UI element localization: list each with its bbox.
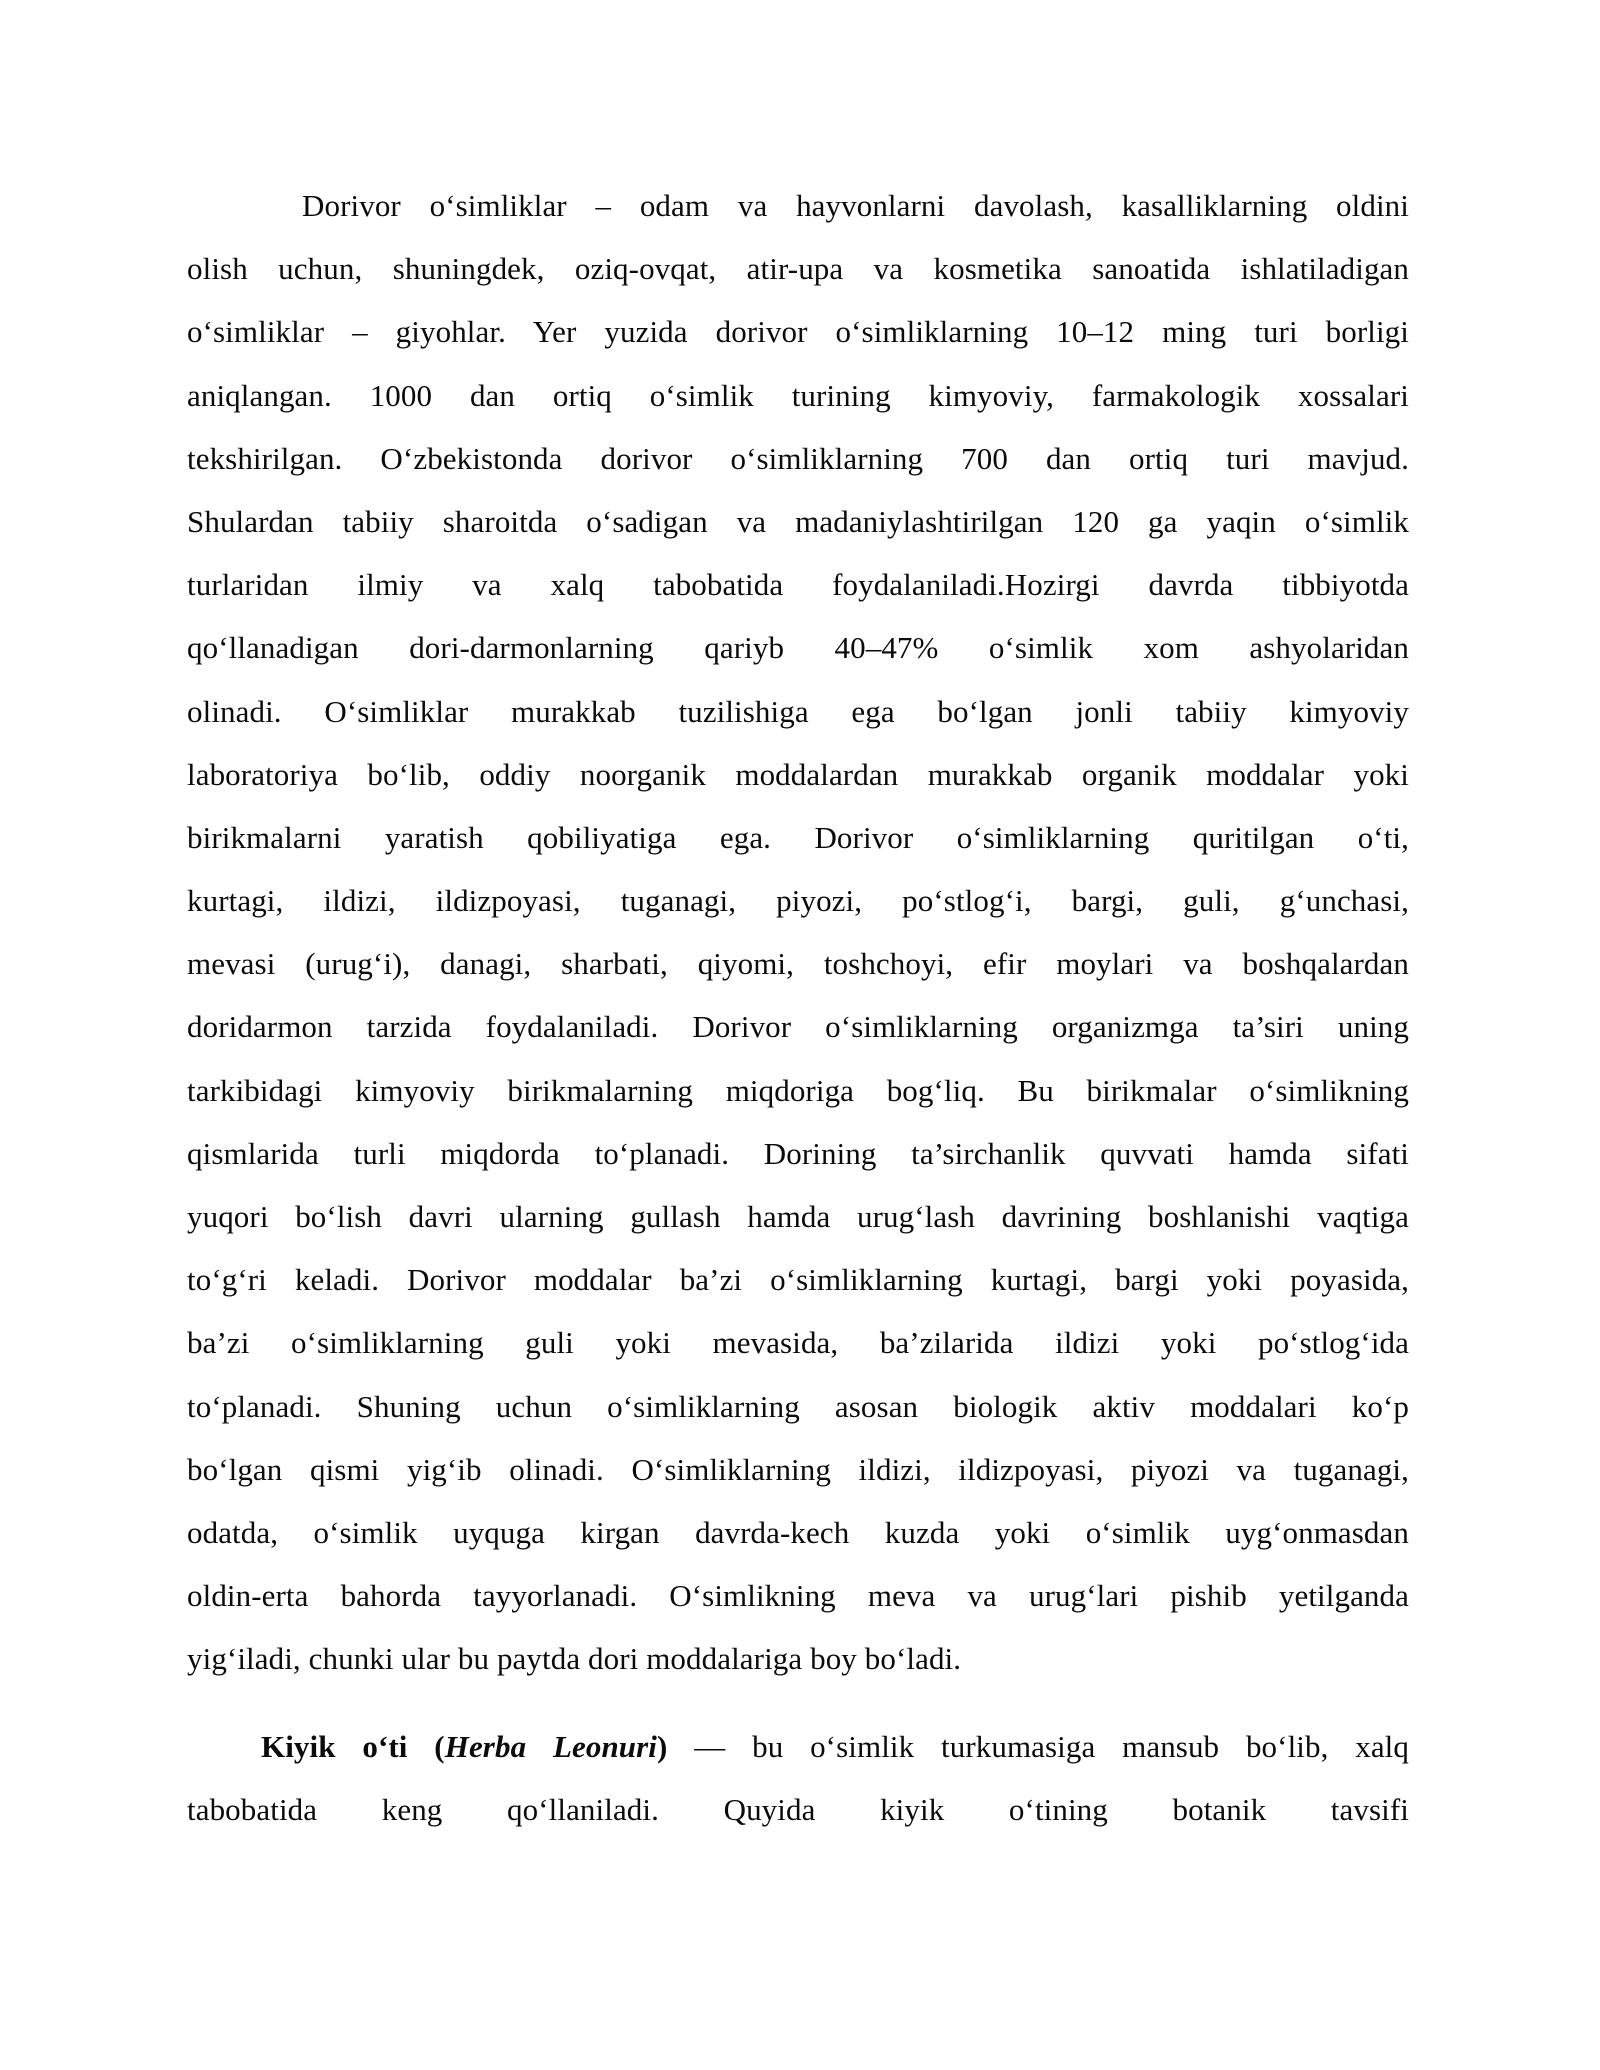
text-line: ba’zi o‘simliklarning guli yoki mevasida, ba’zilarida ildizi yoki po‘stlog‘ida [187,1325,1409,1361]
text-line: olinadi. O‘simliklar murakkab tuzilishiga ega bo‘lgan jonli tabiiy kimyoviy [187,693,1409,729]
text-line: tabobatida keng qo‘llaniladi. Quyida kiyik o‘tining botanik tavsifi [187,1791,1409,1827]
text-line: yig‘iladi, chunki ular bu paytda dori moddalariga boy bo‘ladi. [187,1641,962,1677]
text-line: Dorivor o‘simliklar – odam va hayvonlarni davolash, kasalliklarning oldini [302,188,1409,223]
latin-name-italic: Herba Leonuri [444,1728,658,1764]
text-line: turlaridan ilmiy va xalq tabobatida foydalaniladi.Hozirgi davrda tibbiyotda [187,567,1409,603]
text-line: bo‘lgan qismi yig‘ib olinadi. O‘simliklarning ildizi, ildizpoyasi, piyozi va tuganagi, [187,1451,1409,1487]
text-line [187,1715,1409,1778]
text-line: kurtagi, ildizi, ildizpoyasi, tuganagi, piyozi, po‘stlog‘i, bargi, guli, g‘unchasi, [187,883,1409,919]
species-name-bold: Kiyik o‘ti [261,1728,435,1764]
paren-open: ( [434,1728,445,1764]
text-line: qo‘llanadigan dori-darmonlarning qariyb 40–47% o‘simlik xom ashyolaridan [187,630,1409,666]
text-line: olish uchun, shuningdek, oziq-ovqat, atir-upa va kosmetika sanoatida ishlatiladigan [187,251,1409,287]
text-line: to‘g‘ri keladi. Dorivor moddalar ba’zi o‘simliklarning kurtagi, bargi yoki poyasida, [187,1262,1409,1298]
text-line: birikmalarni yaratish qobiliyatiga ega. Dorivor o‘simliklarning quritilgan o‘ti, [187,819,1409,855]
text-line: aniqlangan. 1000 dan ortiq o‘simlik turining kimyoviy, farmakologik xossalari [187,377,1409,413]
text-line: tarkibidagi kimyoviy birikmalarning miqdoriga bog‘liq. Bu birikmalar o‘simlikning [187,1072,1409,1108]
paragraph-kiyik-oti [187,1715,1409,1841]
document-text-block [187,174,1409,1841]
text-line: tekshirilgan. O‘zbekistonda dorivor o‘simliklarning 700 dan ortiq turi mavjud. [187,440,1409,476]
text-line: odatda, o‘simlik uyquga kirgan davrda-kech kuzda yoki o‘simlik uyg‘onmasdan [187,1514,1409,1550]
paragraph-intro-dorivor-osimliklar [187,174,1409,1691]
text-line: laboratoriya bo‘lib, oddiy noorganik moddalardan murakkab organik moddalar yoki [187,756,1409,792]
text-line: to‘planadi. Shuning uchun o‘simliklarning asosan biologik aktiv moddalari ko‘p [187,1388,1409,1424]
text-line: Shulardan tabiiy sharoitda o‘sadigan va madaniylashtirilgan 120 ga yaqin o‘simlik [187,503,1409,539]
text-line: mevasi (urug‘i), danagi, sharbati, qiyomi, toshchoyi, efir moylari va boshqalardan [187,946,1409,982]
sentence-continuation: — bu o‘simlik turkumasiga mansub bo‘lib, xalq [667,1728,1409,1764]
text-line: o‘simliklar – giyohlar. Yer yuzida dorivor o‘simliklarning 10–12 ming turi borligi [187,314,1409,350]
text-line: doridarmon tarzida foydalaniladi. Dorivor o‘simliklarning organizmga ta’siri uning [187,1009,1409,1045]
paren-close: ) [657,1728,668,1764]
text-line: yuqori bo‘lish davri ularning gullash hamda urug‘lash davrining boshlanishi vaqtiga [187,1199,1409,1234]
text-line: oldin-erta bahorda tayyorlanadi. O‘simlikning meva va urug‘lari pishib yetilganda [187,1578,1409,1614]
text-line: qismlarida turli miqdorda to‘planadi. Dorining ta’sirchanlik quvvati hamda sifati [187,1135,1409,1171]
